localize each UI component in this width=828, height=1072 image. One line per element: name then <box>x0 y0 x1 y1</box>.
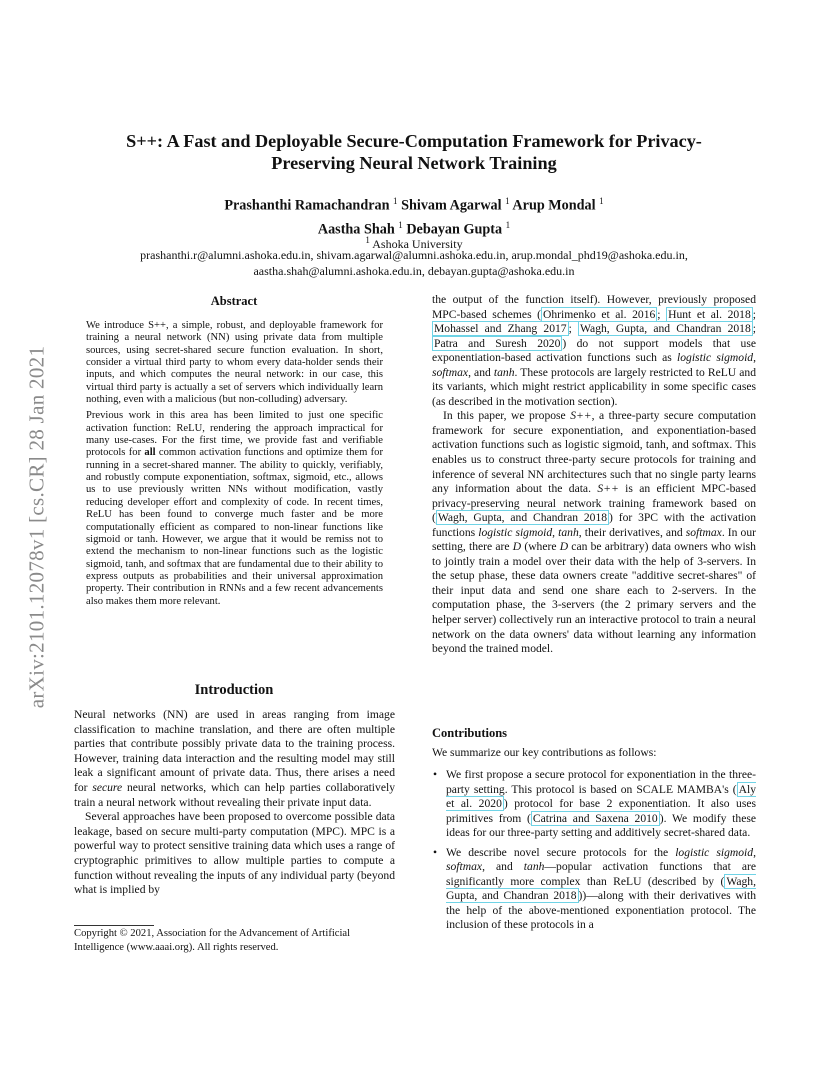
contributions-heading: Contributions <box>432 726 508 740</box>
body-paragraph: Neural networks (NN) are used in areas ranging from image classification to machine translation, and there are often multiple parties that contribute possibly private data to the training process. However, training data interaction and the resulting model may still leak a significant amount of private data. Thus, there arises a need for secure neural networks, which can help parties collaboratively train a neural network without revealing their private input data. <box>74 708 395 809</box>
citation-link[interactable]: Wagh, Gupta, and Chandran 2018 <box>446 874 756 903</box>
body-paragraph: Several approaches have been proposed to overcome possible data leakage, based on secure multi-party computation (MPC). MPC is a powerful way to protect sensitive training data which uses a range of cryptographic primitives to allow multiple parties to compute a function without revealing the inputs of any individual party (beyond what is implied by <box>74 810 396 897</box>
affiliation-name: Ashoka University <box>372 237 463 251</box>
citation-link[interactable]: Mohassel and Zhang 2017 <box>434 322 567 336</box>
body-paragraph: the output of the function itself). However, previously proposed MPC-based schemes ( Ohrimenko et al. 2016 ; Hunt et al. 2018 ; Mohassel and Zhang 2017 ; Wagh, Gupta, and Chandran 2018 ; Patra and Suresh 2020 ) do not support models that use exponentiation-based activation functions such as logistic sigmoid, softmax, and tanh. These protocols are largely restricted to ReLU and its variants, which might restrict applicability in some specific cases (as described in the motivation section). <box>432 293 756 408</box>
author-name: Shivam Agarwal <box>401 197 502 214</box>
list-item: • We first propose a secure protocol for exponentiation in the three-party setting. This protocol is based on SCALE MAMBA's ( Aly et al. 2020 ) protocol for base 2 exponentiation. It also uses primitives from ( Catrina and Saxena 2010 ). We modify these ideas for our three-party setting and additively secret-shared data. <box>433 768 756 840</box>
bullet-marker: • <box>433 768 438 781</box>
body-paragraph: In this paper, we propose S++, a three-party secure computation framework for secure exponentiation, and exponentiation-based activation functions such as logistic sigmoid, tanh, and softmax. This enables us to construct three-party secure protocols for training and inference of several NN architectures such that no single party learns any information about the data. S++ is an efficient MPC-based privacy-preserving neural network training framework based on ( Wagh, Gupta, and Chandran 2018 ) for 3PC with the activation functions logistic sigmoid, tanh, their derivatives, and softmax. In our setting, there are D (where D can be arbitrary) data owners who wish to jointly train a model over their data with the help of 3-servers. In the setup phase, these data owners create "additive secret-shares" of their input data and send one share each to 2-servers. In the computation phase, the 3-servers (the 2 primary servers and the helper server) collectively run an interactive protocol to train a neural network on the data owners' data without learning any information beyond the trained model. <box>432 409 756 656</box>
abstract-paragraph: We introduce S++, a simple, robust, and deployable framework for training a neural network (NN) using private data from multiple sources, using secret-shared secure function evaluation. In short, consider a virtual third party to whom every data-holder sends their inputs, and which computes the neural network: in our case, this virtual third party is actually a set of servers which individually learn nothing, even with a malicious (but non-colluding) adversary. <box>86 320 383 406</box>
author-name: Prashanthi Ramachandran <box>224 197 390 214</box>
abstract-body <box>86 320 383 612</box>
citation-link[interactable]: Catrina and Saxena 2010 <box>532 811 658 825</box>
arxiv-identifier-text: arXiv:2101.12078v1 [cs.CR] 28 Jan 2021 <box>24 345 49 709</box>
right-column-body <box>432 293 756 657</box>
citation-link[interactable]: Patra and Suresh 2020 <box>434 336 561 350</box>
affiliation-mark: 1 <box>599 196 604 206</box>
paper-title: S++: A Fast and Deployable Secure-Computation Framework for Privacy-Preserving Neural Network Training <box>126 131 702 173</box>
introduction-body <box>74 708 395 898</box>
author-name: Aastha Shah <box>317 221 395 238</box>
abstract-heading: Abstract <box>210 294 258 308</box>
affiliation-mark: 1 <box>393 196 398 206</box>
contributions-intro: We summarize our key contributions as follows: <box>432 746 657 759</box>
arxiv-identifier <box>26 292 48 762</box>
author-emails <box>90 248 738 279</box>
citation-link[interactable]: Ohrimenko et al. 2016 <box>543 307 656 321</box>
abstract-paragraph: Previous work in this area has been limited to just one specific activation function: ReLU, rendering the approach impractical for many use-cases. For the first time, we provide fast and verifiable protocols for all common activation functions and optimize them for running in a secret-shared manner. The ability to quickly, verifiably, and robustly compute exponentiation, softmax, sigmoid, etc., allows us to use previously written NNs without modification, vastly reducing developer effort and complexity of code. In recent times, ReLU has been found to converge much faster and be more computationally efficient as compared to non-linear functions like sigmoid or tanh. However, we argue that it would be remiss not to extend the mechanism to non-linear functions such as the logistic sigmoid, tanh, and softmax that are fundamental due to their ability to express outputs as probabilities and their universal approximation property. Their contribution in RNNs and a few recent advancements also makes them more relevant. <box>86 410 383 607</box>
affiliation-mark: 1 <box>505 196 510 206</box>
bullet-marker: • <box>433 845 438 859</box>
email-line: aastha.shah@alumni.ashoka.edu.in, debayan.gupta@ashoka.edu.in <box>253 263 575 278</box>
author-name: Debayan Gupta <box>406 221 503 238</box>
citation-link[interactable]: Wagh, Gupta, and Chandran 2018 <box>580 322 751 336</box>
introduction-heading: Introduction <box>194 682 274 698</box>
footnote-rule <box>74 925 154 926</box>
author-name: Arup Mondal <box>512 197 596 214</box>
affiliation-mark: 1 <box>505 219 511 230</box>
citation-link[interactable]: Hunt et al. 2018 <box>668 307 751 321</box>
copyright-footnote: Copyright © 2021, Association for the Advancement of Artificial Intelligence (www.aaai.org). All rights reserved. <box>74 928 351 953</box>
list-item: • We describe novel secure protocols for the logistic sigmoid, softmax, and tanh—popular activation functions that are significantly more complex than ReLU (described by ( Wagh, Gupta, and Chandran 2018 ))—along with their derivatives with the help of the above-mentioned exponentiation protocol. The inclusion of these protocols in a <box>433 845 756 932</box>
citation-link[interactable]: Aly et al. 2020 <box>446 782 756 811</box>
citation-link[interactable]: Wagh, Gupta, and Chandran 2018 <box>437 511 608 525</box>
affiliation-mark: 1 <box>398 219 403 230</box>
email-line: prashanthi.r@alumni.ashoka.edu.in, shivam.agarwal@alumni.ashoka.edu.in, arup.mondal_phd19@ashoka.edu.in, <box>140 248 688 262</box>
affiliation-mark: 1 <box>365 235 370 245</box>
contributions-list <box>432 768 756 938</box>
